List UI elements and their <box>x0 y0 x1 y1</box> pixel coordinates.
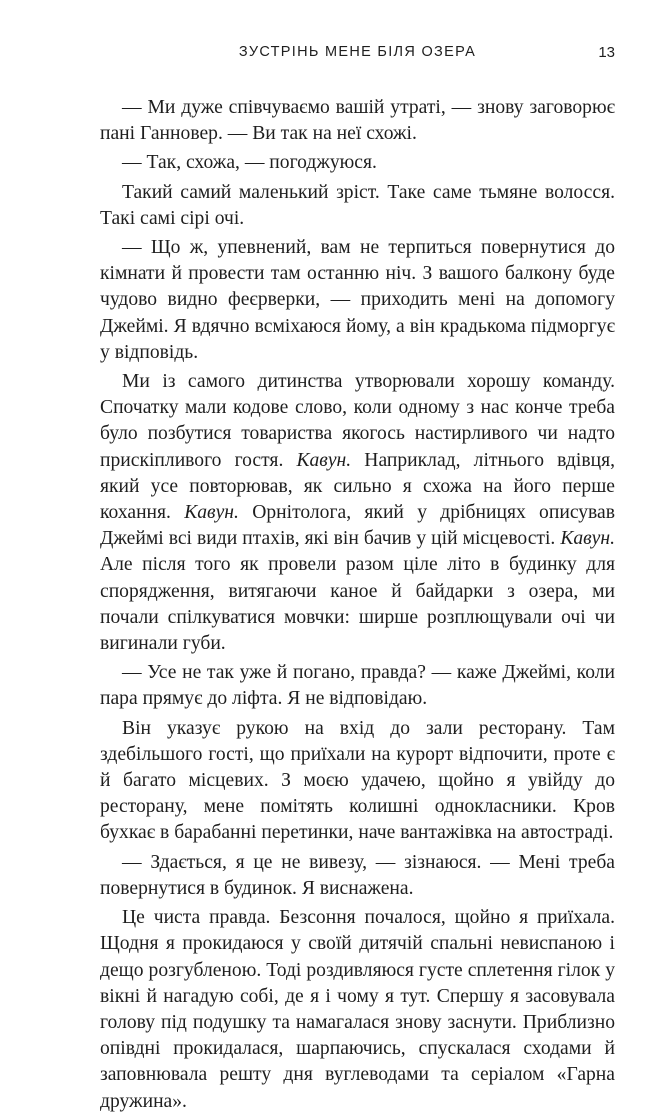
italic-code-word: Кавун. <box>296 449 352 471</box>
paragraph <box>100 716 615 847</box>
text-run: Він указує рукою на вхід до зали ресторану. Там здебільшого гості, що приїхали на курорт відпочити, проте є й багато місцевих. З моєю удачею, щойно я увійду до ресторану, мене помітять колишні однокласники. Кров бухкає в барабанні перетинки, наче вантажівка на автостраді. <box>100 717 615 844</box>
page-number: 13 <box>598 44 615 61</box>
paragraph <box>100 850 615 902</box>
text-run: Але після того як провели разом ціле літо в будинку для спорядження, витягаючи каное й байдарки з озера, ми почали спілкуватися мовчки: ширше розплющували очі чи вигинали губи. <box>100 554 615 655</box>
text-run: Наприклад, літнього вдівця, який усе повторював, як сильно я схожа на його перше кохання. <box>100 449 615 524</box>
italic-code-word: Кавун. <box>184 502 239 524</box>
text-run: Ми із самого дитинства утворювали хорошу команду. Спочатку мали кодове слово, коли одному з нас конче треба було позбутися товариства якогось настирливого чи надто прискіпливого гостя. <box>100 371 615 471</box>
text-run: Такий самий маленький зріст. Таке саме тьмяне волосся. Такі самі сірі очі. <box>100 181 615 229</box>
text-run: — Що ж, упевнений, вам не терпиться повернутися до кімнати й провести там останню ніч. З вашого балкону буде чудово видно феєрверки, — приходить мені на допомогу Джеймі. Я вдячно всміхаюся йому, а він крадькома підморгує у відповідь. <box>100 237 615 363</box>
text-run: — Здається, я це не вивезу, — зізнаюся. — Мені треба повернутися в будинок. Я виснажена. <box>100 851 615 899</box>
text-run: Орнітолога, який у дрібницях описував Джеймі всі види птахів, які він бачив у цій місцевості. <box>100 502 615 550</box>
running-title: ЗУСТРІНЬ МЕНЕ БІЛЯ ОЗЕРА <box>238 44 477 60</box>
text-run: — Усе не так уже й погано, правда? — каже Джеймі, коли пара прямує до ліфта. Я не відповідаю. <box>100 662 615 710</box>
page-header <box>100 40 615 70</box>
italic-code-word: Кавун. <box>560 528 615 550</box>
text-run: — Так, схожа, — погоджуюся. <box>122 152 377 174</box>
body-text <box>100 95 615 1115</box>
paragraph <box>100 235 615 366</box>
paragraph <box>100 95 615 147</box>
paragraph <box>100 905 615 1115</box>
paragraph <box>100 180 615 232</box>
paragraph <box>100 660 615 712</box>
paragraph <box>100 150 615 176</box>
text-run: — Ми дуже співчуваємо вашій утраті, — знову заговорює пані Ганновер. — Ви так на неї схожі. <box>100 97 615 145</box>
text-run: Це чиста правда. Безсоння почалося, щойно я приїхала. Щодня я прокидаюся у своїй дитячій спальні невиспаною і дещо розгубленою. Тоді роздивляюся густе сплетення гілок у вікні й нагадую собі, де я і чому я тут. Спершу я засовувала голову під подушку та намагалася знову заснути. Приблизно опівдні прокидалася, шарпаючись, спускалася сходами й заповнювала решту дня вуглеводами та серіалом «Гарна дружина». <box>100 907 615 1112</box>
paragraph <box>100 369 615 657</box>
